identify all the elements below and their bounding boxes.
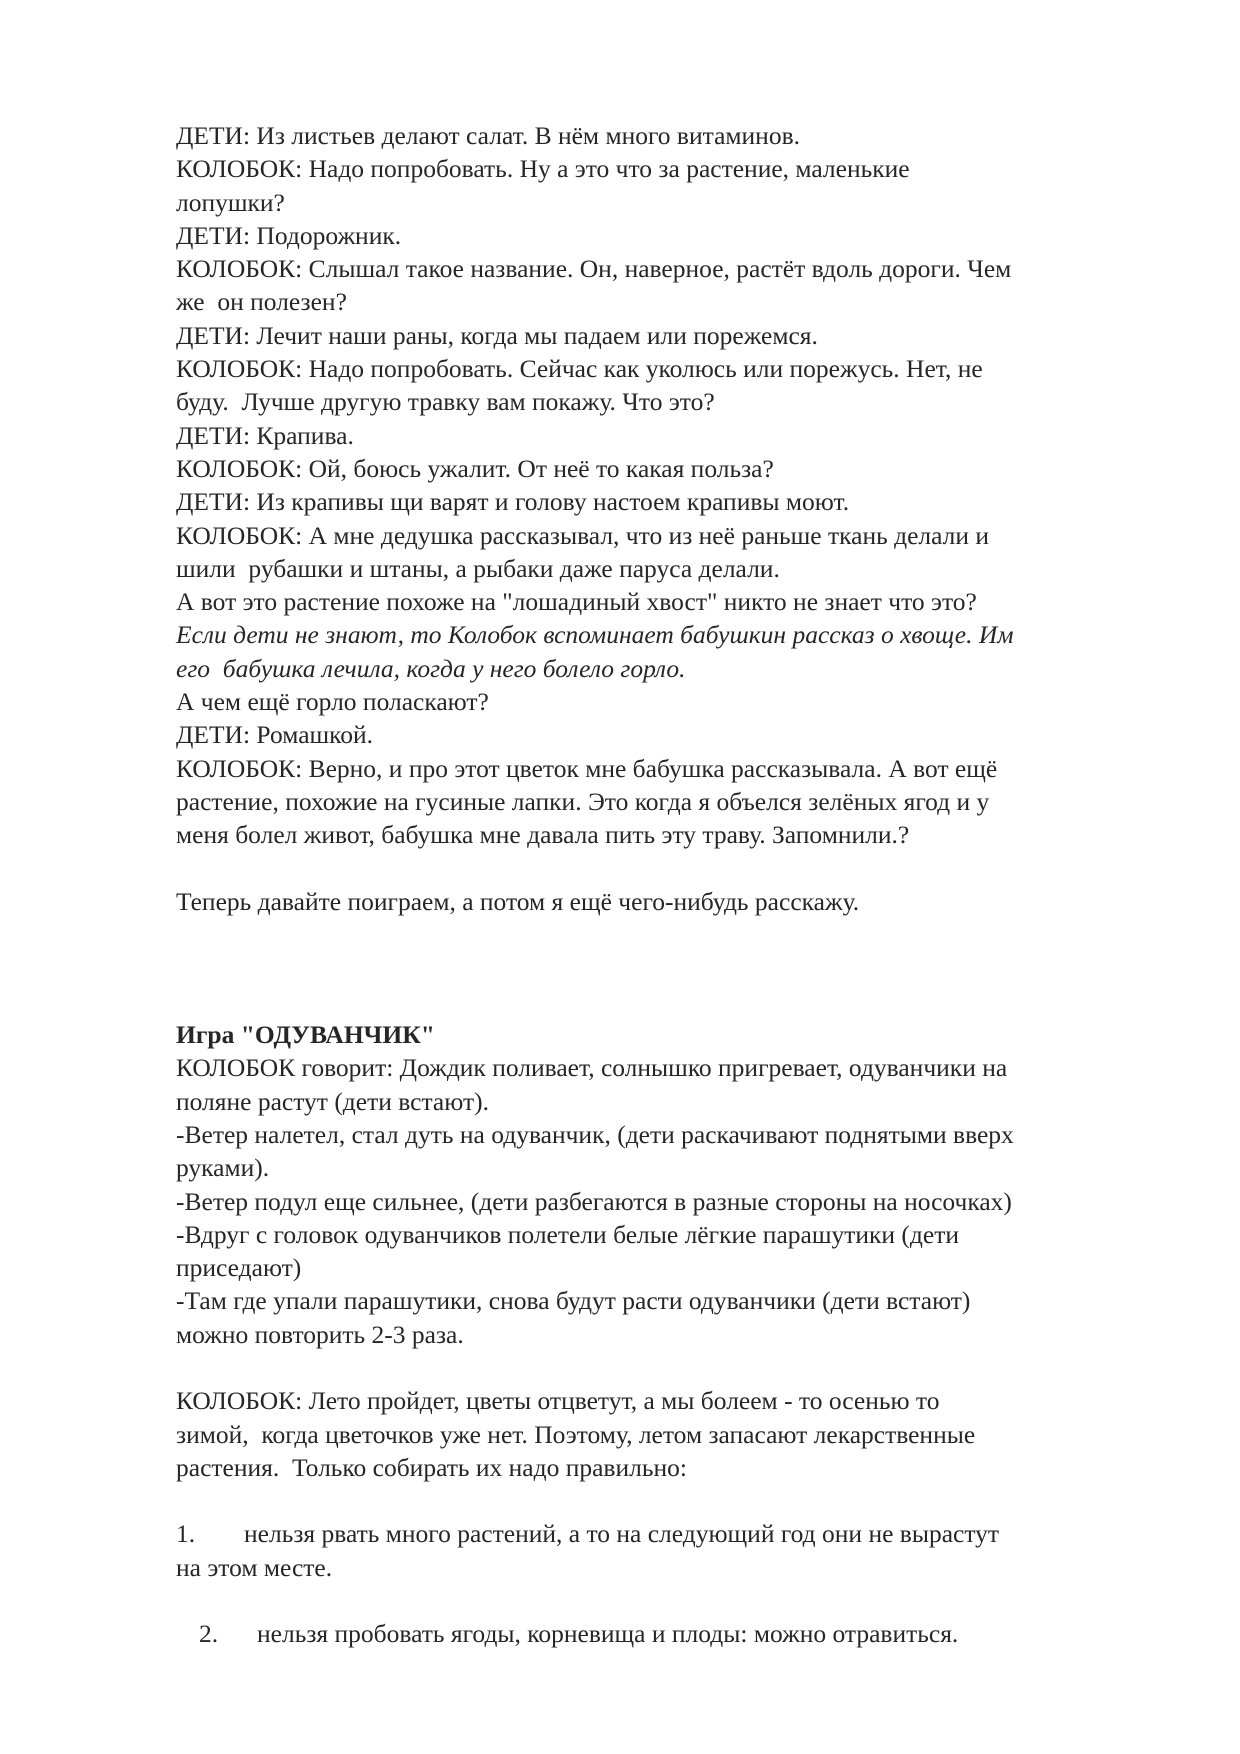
dialogue-line: КОЛОБОК: Надо попробовать. Ну а это что за растение, маленькие (176, 154, 910, 184)
game-line: -Ветер налетел, стал дуть на одуванчик, (дети раскачивают поднятыми вверх (176, 1119, 1014, 1149)
rule-text: нельзя рвать много растений, а то на следующий год они не вырастут (244, 1519, 1000, 1549)
stage-direction-line: его бабушка лечила, когда у него болело горло. (176, 653, 686, 683)
paragraph-gap (176, 1584, 1141, 1617)
game-line: КОЛОБОК говорит: Дождик поливает, солнышко пригревает, одуванчики на (176, 1053, 1008, 1083)
game-line: -Вдруг с головок одуванчиков полетели белые лёгкие парашутики (дети (176, 1219, 960, 1249)
dialogue-line: КОЛОБОК: Надо попробовать. Сейчас как уколюсь или порежусь. Нет, не (176, 354, 983, 384)
dialogue-line: КОЛОБОК: Ой, боюсь ужалит. От неё то какая польза? (176, 453, 774, 483)
paragraph-gap (176, 852, 1141, 885)
game-title: Игра "ОДУВАНЧИК" (176, 1020, 435, 1050)
rule-text: нельзя пробовать ягоды, корневища и плоды: можно отравиться. (257, 1619, 959, 1649)
dialogue-line: растение, похожие на гусиные лапки. Это когда я объелся зелёных ягод и у (176, 786, 990, 816)
paragraph-gap (176, 1351, 1141, 1384)
dialogue-line: ДЕТИ: Из листьев делают салат. В нём много витаминов. (176, 121, 800, 150)
dialogue-line: же он полезен? (176, 287, 347, 317)
dialogue-line: буду. Лучше другую травку вам покажу. Что это? (176, 387, 715, 417)
dialogue-line: ДЕТИ: Ромашкой. (176, 720, 374, 750)
outro-line: зимой, когда цветочков уже нет. Поэтому, летом запасают лекарственные (176, 1419, 976, 1449)
dialogue-line: меня болел живот, бабушка мне давала пить эту траву. Запомнили.? (176, 820, 910, 850)
dialogue-line: ДЕТИ: Подорожник. (176, 220, 402, 250)
dialogue-line: А вот это растение похоже на "лошадиный хвост" никто не знает что это? (176, 587, 977, 617)
game-line: руками). (176, 1153, 270, 1183)
dialogue-line: шили рубашки и штаны, а рыбаки даже паруса делали. (176, 553, 780, 583)
dialogue-line: ДЕТИ: Крапива. (176, 420, 354, 450)
dialogue-line: КОЛОБОК: Слышал такое название. Он, наверное, растёт вдоль дороги. Чем (176, 254, 1012, 284)
rule-item (176, 1617, 1141, 1650)
game-line: -Ветер подул еще сильнее, (дети разбегаются в разные стороны на носочках) (176, 1186, 1012, 1216)
dialogue-line: А чем ещё горло поласкают? (176, 687, 489, 717)
rule-item (176, 1517, 1141, 1550)
game-line: -Там где упали парашутики, снова будут расти одуванчики (дети встают) (176, 1286, 971, 1316)
document-text (176, 119, 1141, 1651)
rule-number: 1. (176, 1519, 196, 1549)
outro-line: КОЛОБОК: Лето пройдет, цветы отцветут, а мы болеем - то осенью то (176, 1386, 940, 1416)
rule-text-continued: на этом месте. (176, 1552, 333, 1582)
game-line: можно повторить 2-3 раза. (176, 1319, 464, 1349)
closing-line: Теперь давайте поиграем, а потом я ещё чего-нибудь расскажу. (176, 886, 860, 916)
dialogue-line: КОЛОБОК: А мне дедушка рассказывал, что из неё раньше ткань делали и (176, 520, 990, 550)
game-line: поляне растут (дети встают). (176, 1086, 489, 1116)
dialogue-line: лопушки? (176, 187, 285, 217)
outro-line: растения. Только собирать их надо правильно: (176, 1452, 687, 1482)
section-gap (176, 918, 1141, 1018)
stage-direction-line: Если дети не знают, то Колобок вспоминает бабушкин рассказ о хвоще. Им (176, 620, 1014, 650)
rule-number: 2. (199, 1619, 219, 1649)
dialogue-line: ДЕТИ: Из крапивы щи варят и голову настоем крапивы моют. (176, 487, 850, 517)
game-line: приседают) (176, 1253, 302, 1283)
dialogue-line: ДЕТИ: Лечит наши раны, когда мы падаем или порежемся. (176, 320, 818, 350)
paragraph-gap (176, 1484, 1141, 1517)
dialogue-line: КОЛОБОК: Верно, и про этот цветок мне бабушка рассказывала. А вот ещё (176, 753, 998, 783)
